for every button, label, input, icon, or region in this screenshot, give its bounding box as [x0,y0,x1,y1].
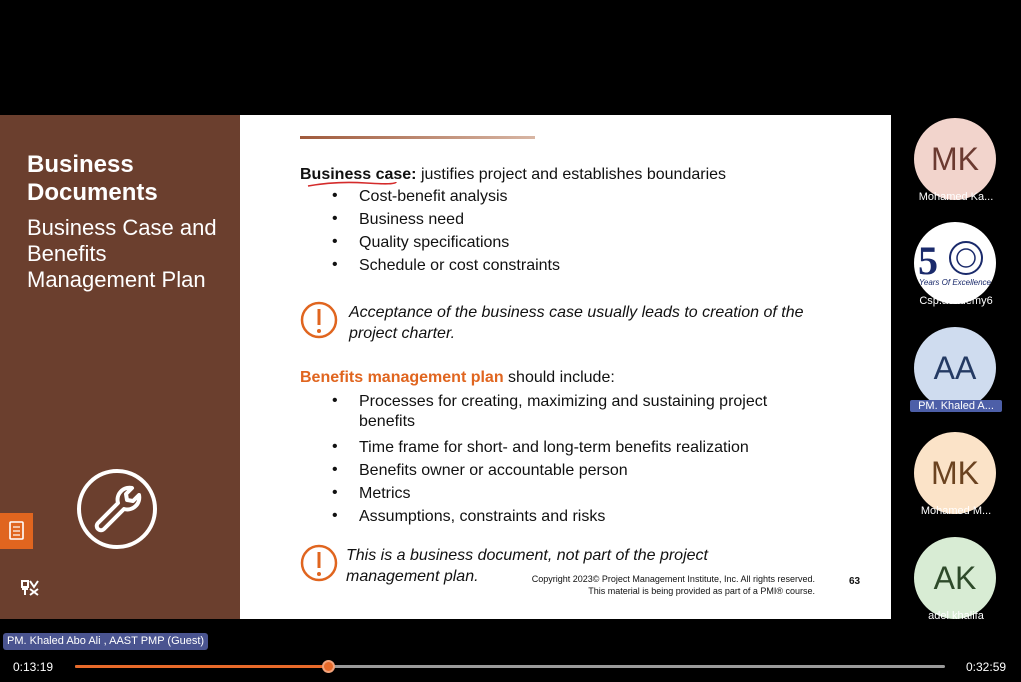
bullet-icon: • [332,210,338,227]
benefits-description: should include: [503,369,615,386]
participant-name: adel khalifa [928,610,984,622]
avatar [914,118,996,200]
copyright-line: This material is being provided as part of a PMI® course. [588,586,815,596]
business-case-note: Acceptance of the business case usually leads to creation of the project charter. [349,304,804,342]
pmi-logo-icon [20,579,40,597]
list-item: Metrics [359,485,411,502]
bullet-icon: • [332,187,338,204]
participant-name: Csp.academy6 [919,295,993,307]
avatar [914,222,996,304]
business-case-description: justifies project and establishes boundaries [416,166,727,183]
participant-tile[interactable] [910,537,1002,627]
bullet-icon: • [332,438,338,455]
bullet-icon: • [332,507,338,524]
list-item: Benefits owner or accountable person [359,462,628,479]
current-time: 0:13:19 [13,660,54,674]
bullet-icon: • [332,461,338,478]
avatar-initials: MK [931,454,979,491]
notes-button[interactable] [0,513,33,549]
participant-name: Mohamed Ka... [918,191,994,203]
participant-name: Mohamed M... [920,505,992,517]
bullet-icon: • [332,233,338,250]
benefits-heading [300,368,615,388]
list-item: Quality specifications [359,234,510,251]
avatar [914,327,996,409]
list-item: Business need [359,211,464,228]
presentation-slide [0,115,891,619]
participant-tile[interactable] [910,222,1002,312]
bullet-icon: • [332,484,338,501]
avatar [914,432,996,514]
book-icon [0,513,33,549]
total-time: 0:32:59 [966,660,1007,674]
progress-thumb[interactable] [322,660,335,673]
logo-text: Years Of Excellence [918,278,992,287]
slide-rule [300,136,535,139]
slide-subtitle: Business Case and Benefits Management Plan [27,215,217,292]
participant-name: PM. Khaled A... [910,400,1002,412]
slide-side-panel [0,115,240,619]
list-item: Schedule or cost constraints [359,257,560,274]
participant-tile[interactable] [910,118,1002,208]
list-item: Assumptions, constraints and risks [359,508,606,525]
warning-icon [300,301,338,339]
avatar [914,537,996,619]
avatar-initials: MK [931,140,979,177]
participant-tile[interactable] [910,327,1002,417]
bullet-icon: • [332,256,338,273]
list-item: Time frame for short- and long-term benefits realization [359,439,749,456]
business-document-note: This is a business document, not part of the project management plan. [346,547,708,585]
slide-page-number: 63 [849,576,861,587]
list-item: Cost-benefit analysis [359,188,508,205]
slide-content [240,115,891,619]
wrench-icon [76,468,158,550]
academy-logo-icon [914,222,996,304]
avatar-initials: AK [933,559,977,596]
benefits-term: Benefits management plan [300,369,504,386]
slide-title: Business Documents [27,151,158,206]
bullet-icon: • [332,392,338,409]
business-case-term: Business case: [300,166,417,183]
presenter-label: PM. Khaled Abo Ali , AAST PMP (Guest) [3,633,208,650]
list-item: Processes for creating, maximizing and sustaining project benefits [359,393,768,430]
progress-bar[interactable] [75,665,945,668]
svg-text:5: 5 [918,238,938,283]
copyright-text [523,573,815,597]
participant-tile[interactable] [910,432,1002,522]
progress-fill [75,665,328,668]
warning-icon [300,544,338,582]
avatar-initials: AA [933,349,977,386]
copyright-line: Copyright 2023© Project Management Institute, Inc. All rights reserved. [531,574,815,584]
